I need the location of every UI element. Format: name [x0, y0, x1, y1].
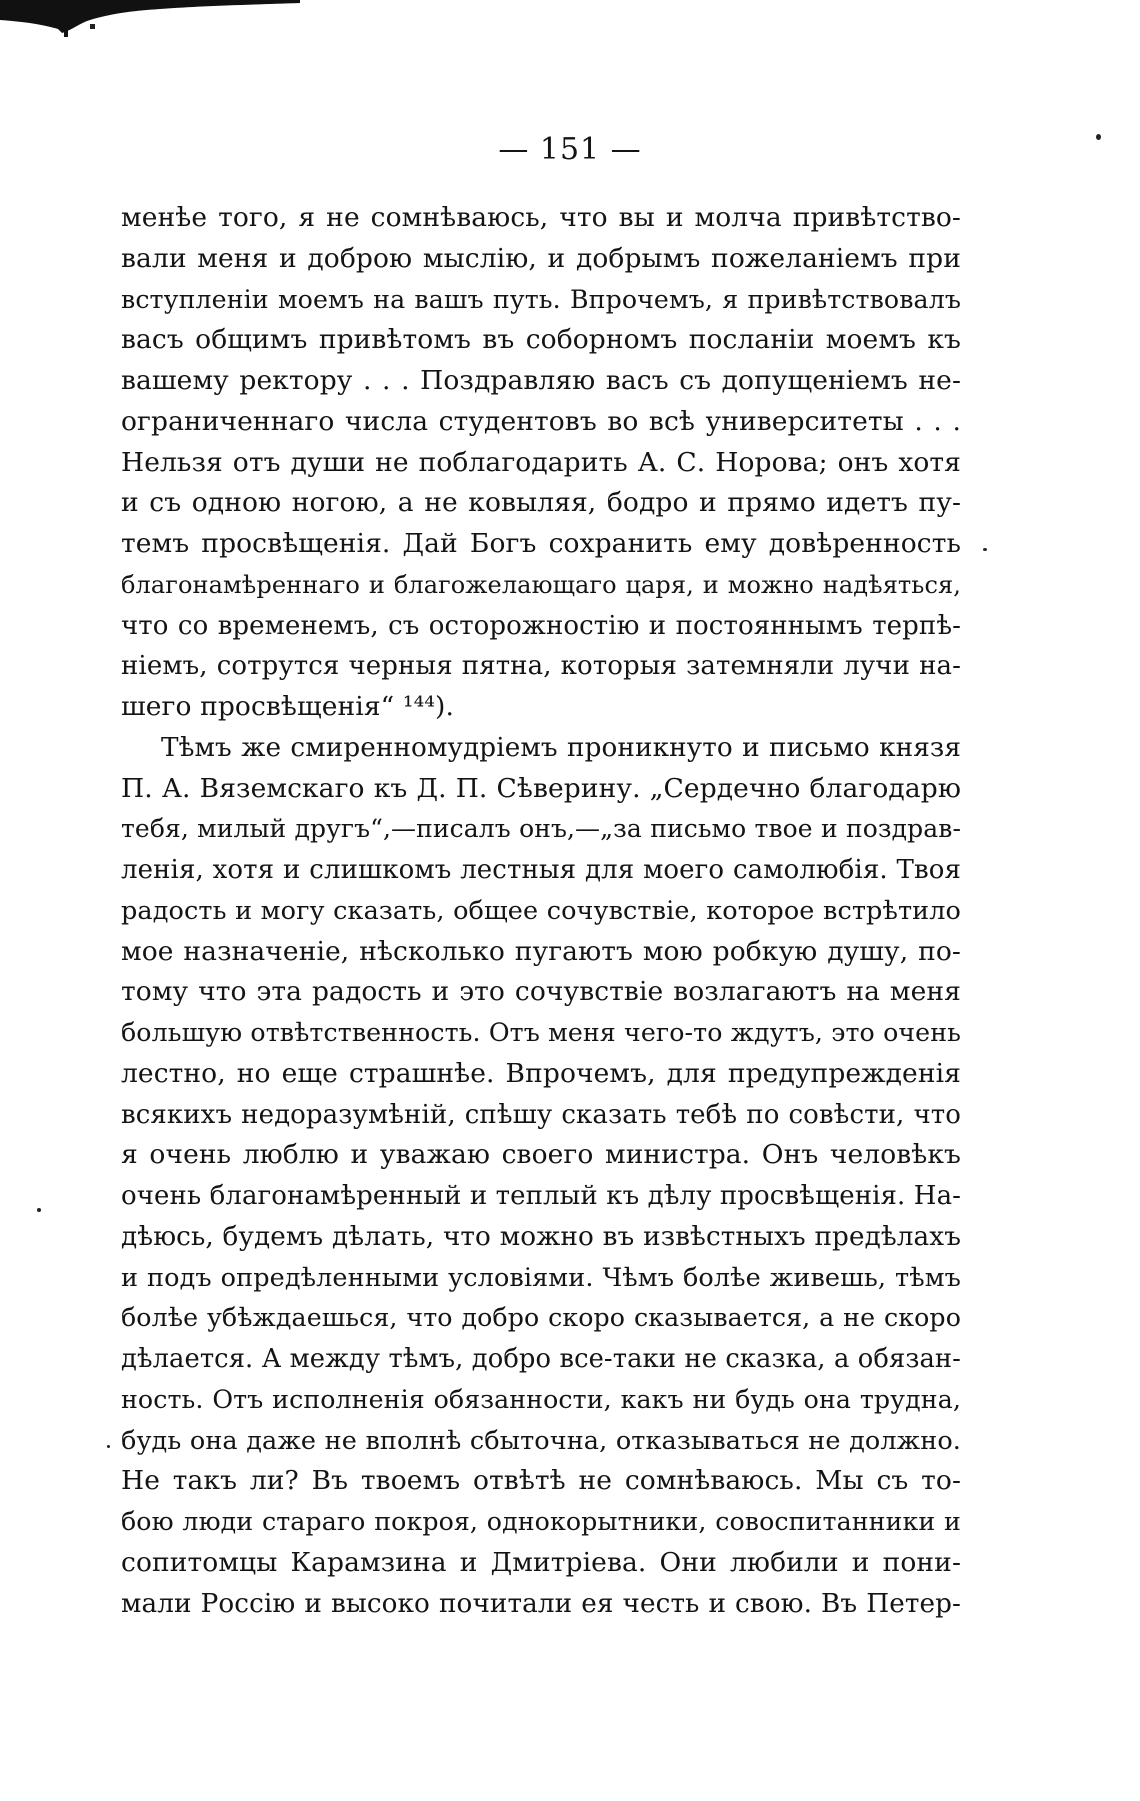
text-line: ограниченнаго числа студентовъ во всѣ университеты . . .	[121, 405, 961, 437]
text-line: большую отвѣтственность. Отъ меня чего-то ждутъ, это очень	[121, 1018, 961, 1047]
text-line: лестно, но еще страшнѣе. Впрочемъ, для предупрежденія	[121, 1057, 961, 1089]
text-line: что со временемъ, съ осторожностію и постояннымъ терпѣ-	[121, 610, 961, 641]
text-line: тому что эта радость и это сочувствіе возлагаютъ на меня	[121, 976, 961, 1008]
text-line: васъ общимъ привѣтомъ въ соборномъ посланіи моемъ къ	[121, 324, 961, 356]
text-line: сопитомцы Карамзина и Дмитріева. Они любили и пони-	[121, 1546, 961, 1578]
text-line: темъ просвѣщенія. Дай Богъ сохранить ему довѣренность	[121, 528, 961, 559]
text-line: бою люди стараго покроя, однокорытники, совоспитанники и	[121, 1507, 961, 1536]
text-line: Тѣмъ же смиренномудріемъ проникнуто и письмо князя	[161, 732, 961, 763]
text-line: вступленіи моемъ на вашъ путь. Впрочемъ, я привѣтствовалъ	[121, 284, 961, 314]
text-line: будь она даже не вполнѣ сбыточна, отказываться не должно.	[121, 1425, 961, 1456]
text-line: и съ одною ногою, а не ковыляя, бодро и прямо идетъ пу-	[121, 487, 961, 519]
text-line: тебя, милый другъ“,—писалъ онъ,—„за письмо твое и поздрав-	[121, 814, 961, 844]
text-line: П. А. Вяземскаго къ Д. П. Сѣверину. „Сердечно благодарю	[121, 772, 961, 804]
text-line: Не такъ ли? Въ твоемъ отвѣтѣ не сомнѣваюсь. Мы съ то-	[121, 1465, 961, 1497]
text-line: вашему ректору . . . Поздравляю васъ съ допущеніемъ не-	[121, 365, 961, 396]
margin-speck	[1096, 134, 1101, 140]
margin-speck	[107, 1445, 110, 1448]
text-line: дѣюсь, будемъ дѣлать, что можно въ извѣстныхъ предѣлахъ	[121, 1221, 961, 1252]
text-line: дѣлается. А между тѣмъ, добро все-таки не сказка, а обязан-	[121, 1344, 961, 1374]
text-line: благонамѣреннаго и благожелающаго царя, и можно надѣяться,	[121, 570, 961, 599]
text-line: мали Россію и высоко почитали ея честь и свою. Въ Петер-	[121, 1588, 961, 1619]
text-line: и подъ опредѣленными условіями. Чѣмъ болѣе живешь, тѣмъ	[121, 1262, 961, 1293]
text-line: всякихъ недоразумѣній, спѣшу сказать тебѣ по совѣсти, что	[121, 1099, 961, 1130]
text-line: мое назначеніе, нѣсколько пугаютъ мою робкую душу, по-	[121, 935, 961, 967]
text-line: менѣе того, я не сомнѣваюсь, что вы и молча привѣтство-	[121, 202, 961, 233]
text-line: шего просвѣщенія“ ¹⁴⁴).	[121, 691, 454, 722]
text-line: болѣе убѣждаешься, что добро скоро сказывается, а не скоро	[121, 1303, 961, 1333]
scan-ink-smudge	[0, 0, 300, 38]
text-line: я очень люблю и уважаю своего министра. Онъ человѣкъ	[121, 1139, 961, 1171]
text-line: ніемъ, сотрутся черныя пятна, которыя затемняли лучи на-	[121, 651, 961, 682]
text-line: Нельзя отъ души не поблагодарить А. С. Норова; онъ хотя	[121, 446, 961, 478]
text-line: ленія, хотя и слишкомъ лестныя для моего самолюбія. Твоя	[121, 855, 961, 885]
margin-speck	[983, 548, 987, 551]
text-line: очень благонамѣренный и теплый къ дѣлу просвѣщенія. На-	[121, 1181, 962, 1211]
margin-speck	[37, 1208, 41, 1212]
page-number: — 151 —	[498, 132, 642, 167]
body-text	[121, 198, 961, 1624]
text-line: ность. Отъ исполненія обязанности, какъ ни будь она трудна,	[121, 1384, 961, 1414]
text-line: радость и могу сказать, общее сочувствіе, которое встрѣтило	[121, 895, 961, 926]
text-line: вали меня и доброю мыслію, и добрымъ пожеланіемъ при	[121, 242, 961, 274]
